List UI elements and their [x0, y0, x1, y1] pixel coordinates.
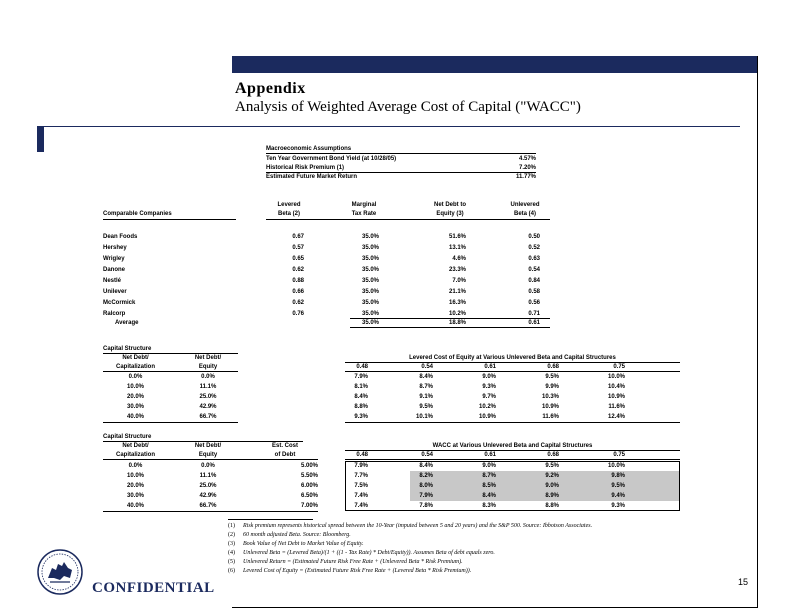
matrix-cell: 12.4%	[607, 414, 625, 420]
equity-cell: 0.0%	[201, 374, 215, 380]
beta-header: 0.75	[613, 364, 625, 370]
matrix-cell: 8.8%	[354, 404, 368, 410]
column-header: Net Debt/	[194, 443, 222, 449]
table-cell: 35.0%	[361, 234, 379, 240]
cap-cell: 0.0%	[128, 463, 143, 469]
matrix-rule	[345, 459, 680, 460]
average-rule	[350, 327, 550, 328]
average-label: Average	[115, 320, 139, 326]
cap-cell: 10.0%	[126, 384, 144, 390]
matrix-cell: 7.7%	[354, 473, 368, 479]
column-header: Capitalization	[115, 364, 155, 370]
matrix-cell: 8.5%	[482, 483, 496, 489]
beta-header: 0.48	[356, 364, 368, 370]
company-name: Unilever	[103, 289, 127, 295]
table-cell: 13.1%	[448, 245, 466, 251]
debt-cell: 5.50%	[300, 473, 318, 479]
table-cell: 0.84	[528, 278, 540, 284]
matrix-cell: 10.9%	[607, 394, 625, 400]
matrix-title: WACC at Various Unlevered Beta and Capital Structures	[432, 443, 593, 449]
macro-rule	[266, 153, 536, 154]
company-name: Dean Foods	[103, 234, 138, 240]
matrix-cell: 8.8%	[545, 503, 559, 509]
macro-value: 11.77%	[515, 174, 536, 180]
comparables-label: Comparable Companies	[103, 211, 172, 217]
table-cell: 51.6%	[448, 234, 466, 240]
column-header: Net Debt/	[194, 355, 222, 361]
cap-cell: 10.0%	[126, 473, 144, 479]
confidential-label: CONFIDENTIAL	[92, 580, 215, 596]
average-cell: 18.8%	[448, 320, 466, 326]
cap-cell: 40.0%	[126, 414, 144, 420]
matrix-cell: 8.2%	[419, 473, 433, 479]
footnote-number: (4)	[228, 550, 235, 556]
column-header: Unlevered	[510, 202, 540, 208]
header-rule	[266, 219, 550, 220]
matrix-rule	[345, 422, 680, 423]
matrix-cell: 8.4%	[482, 493, 496, 499]
matrix-cell: 10.2%	[478, 404, 496, 410]
matrix-cell: 8.7%	[419, 384, 433, 390]
table-cell: 35.0%	[361, 256, 379, 262]
company-name: Hershey	[103, 245, 127, 251]
table-cell: 4.6%	[452, 256, 466, 262]
table-cell: 0.63	[528, 256, 540, 262]
beta-header: 0.68	[547, 452, 559, 458]
matrix-cell: 9.5%	[611, 483, 625, 489]
debt-cell: 7.00%	[300, 503, 318, 509]
beta-header: 0.54	[421, 364, 433, 370]
equity-cell: 66.7%	[199, 414, 217, 420]
matrix-cell: 8.3%	[482, 503, 496, 509]
average-cell: 35.0%	[361, 320, 379, 326]
matrix-cell: 8.4%	[354, 394, 368, 400]
column-header: Capitalization	[115, 452, 155, 458]
column-header: Tax Rate	[351, 211, 377, 217]
matrix-cell: 9.9%	[545, 384, 559, 390]
beta-header: 0.68	[547, 364, 559, 370]
table-cell: 0.76	[292, 311, 304, 317]
section-heading: Capital Structure	[103, 434, 152, 440]
matrix-cell: 9.4%	[611, 493, 625, 499]
section-rule	[103, 371, 238, 372]
header-bar	[232, 56, 757, 73]
matrix-cell: 9.5%	[545, 463, 559, 469]
equity-cell: 11.1%	[199, 473, 217, 479]
matrix-cell: 10.9%	[541, 404, 559, 410]
table-cell: 0.58	[528, 289, 540, 295]
footnote-number: (1)	[228, 523, 235, 529]
cap-cell: 20.0%	[126, 483, 144, 489]
table-cell: 0.62	[292, 300, 304, 306]
matrix-cell: 9.0%	[545, 483, 559, 489]
matrix-rule	[345, 371, 680, 372]
company-name: Danone	[103, 267, 126, 273]
equity-cell: 11.1%	[199, 384, 217, 390]
table-cell: 23.3%	[448, 267, 466, 273]
matrix-cell: 8.0%	[419, 483, 433, 489]
table-cell: 0.56	[528, 300, 540, 306]
matrix-cell: 8.9%	[545, 493, 559, 499]
table-cell: 35.0%	[361, 278, 379, 284]
macro-heading: Macroeconomic Assumptions	[266, 146, 352, 152]
cap-cell: 40.0%	[126, 503, 144, 509]
column-header: Est. Cost	[271, 443, 298, 449]
matrix-cell: 10.0%	[607, 374, 625, 380]
matrix-cell: 8.4%	[419, 374, 433, 380]
matrix-rule	[345, 450, 680, 451]
column-header: Beta (2)	[277, 211, 300, 217]
table-cell: 16.3%	[448, 300, 466, 306]
matrix-cell: 9.3%	[611, 503, 625, 509]
cap-cell: 30.0%	[126, 493, 144, 499]
matrix-cell: 7.9%	[354, 374, 368, 380]
table-cell: 0.57	[292, 245, 304, 251]
matrix-cell: 8.7%	[482, 473, 496, 479]
footnote-text: 60 month adjusted Beta. Source: Bloomberg.	[243, 532, 351, 538]
macro-value: 4.57%	[518, 156, 536, 162]
equity-cell: 66.7%	[199, 503, 217, 509]
average-cell: 0.61	[528, 320, 540, 326]
table-cell: 35.0%	[361, 311, 379, 317]
page-border-bottom	[232, 607, 758, 608]
footnote-text: Unlevered Return = (Estimated Future Risk Free Rate + (Unlevered Beta * Risk Premium).	[243, 559, 463, 565]
company-name: McCormick	[103, 300, 136, 306]
table-cell: 0.71	[528, 311, 540, 317]
matrix-cell: 9.0%	[482, 463, 496, 469]
matrix-cell: 7.4%	[354, 493, 368, 499]
footnote-rule	[228, 519, 313, 520]
column-header: Equity	[198, 364, 218, 370]
column-header: Levered	[277, 202, 301, 208]
footnote-text: Levered Cost of Equity = (Estimated Future Risk Free Rate + (Levered Beta * Risk Premium)).	[243, 568, 472, 574]
footnote-text: Risk premium represents historical spread between the 10-Year (imputed between 5 and 20 years) and the S&P 500. Source: Ibbotson Associates.	[243, 523, 593, 529]
column-header: Net Debt/	[122, 443, 149, 449]
table-cell: 10.2%	[448, 311, 466, 317]
column-header: Net Debt/	[122, 355, 149, 361]
accent-block	[37, 126, 44, 152]
company-name: Wrigley	[103, 256, 125, 262]
table-cell: 0.65	[292, 256, 304, 262]
macro-value: 7.20%	[518, 165, 536, 171]
matrix-cell: 7.5%	[354, 483, 368, 489]
column-header: Marginal	[351, 202, 377, 208]
table-cell: 35.0%	[361, 267, 379, 273]
matrix-cell: 7.8%	[419, 503, 433, 509]
footnote-text: Book Value of Net Debt to Market Value of Equity.	[243, 541, 364, 547]
equity-cell: 42.9%	[199, 493, 217, 499]
header-rule	[103, 219, 236, 220]
title-rule	[44, 126, 740, 127]
company-name: Nestlé	[103, 278, 122, 284]
cap-cell: 20.0%	[126, 394, 144, 400]
matrix-cell: 7.9%	[354, 463, 368, 469]
table-cell: 0.66	[292, 289, 304, 295]
matrix-cell: 8.4%	[419, 463, 433, 469]
column-header: Equity (3)	[436, 211, 464, 217]
page-subtitle: Analysis of Weighted Average Cost of Capital ("WACC")	[235, 99, 581, 115]
column-header: Equity	[198, 452, 218, 458]
table-cell: 35.0%	[361, 245, 379, 251]
equity-cell: 25.0%	[199, 394, 217, 400]
matrix-cell: 10.0%	[607, 463, 625, 469]
table-cell: 7.0%	[452, 278, 466, 284]
company-name: Ralcorp	[103, 311, 126, 317]
table-cell: 0.88	[292, 278, 304, 284]
matrix-cell: 9.7%	[482, 394, 496, 400]
macro-label: Historical Risk Premium (1)	[266, 165, 345, 171]
matrix-cell: 9.5%	[419, 404, 433, 410]
section-rule	[103, 511, 318, 512]
page-number: 15	[738, 577, 749, 587]
matrix-cell: 10.1%	[415, 414, 433, 420]
matrix-frame	[345, 461, 680, 511]
matrix-cell: 10.3%	[541, 394, 559, 400]
equity-cell: 25.0%	[199, 483, 217, 489]
matrix-cell: 11.6%	[542, 414, 559, 420]
table-cell: 21.1%	[448, 289, 466, 295]
macro-label: Ten Year Government Bond Yield (at 10/28/05)	[266, 156, 397, 162]
beta-header: 0.48	[356, 452, 368, 458]
matrix-cell: 7.4%	[354, 503, 368, 509]
footnote-number: (6)	[228, 568, 235, 574]
beta-header: 0.61	[484, 364, 496, 370]
table-cell: 35.0%	[361, 300, 379, 306]
cap-cell: 30.0%	[126, 404, 144, 410]
matrix-cell: 9.8%	[611, 473, 625, 479]
matrix-cell: 7.9%	[419, 493, 433, 499]
table-cell: 0.52	[528, 245, 540, 251]
debt-cell: 6.50%	[300, 493, 318, 499]
macro-label: Estimated Future Market Return	[266, 174, 358, 180]
beta-header: 0.54	[421, 452, 433, 458]
equity-cell: 42.9%	[199, 404, 217, 410]
section-heading: Capital Structure	[103, 346, 152, 352]
matrix-cell: 9.5%	[545, 374, 559, 380]
cap-cell: 0.0%	[128, 374, 143, 380]
footnote-number: (3)	[228, 541, 235, 547]
column-header: Net Debt to	[434, 202, 466, 208]
matrix-rule	[345, 362, 680, 363]
footnote-text: Unlevered Beta = (Levered Beta)/(1 + ((1 - Tax Rate) * Debt/Equity)). Assumes Beta of debt equals zero.	[243, 550, 495, 556]
matrix-cell: 9.3%	[482, 384, 496, 390]
matrix-cell: 9.3%	[354, 414, 368, 420]
footnote-number: (2)	[228, 532, 235, 538]
table-cell: 0.50	[528, 234, 540, 240]
debt-cell: 5.00%	[300, 463, 318, 469]
section-rule	[103, 459, 318, 460]
matrix-cell: 10.9%	[478, 414, 496, 420]
bull-bear-logo-icon	[36, 548, 84, 596]
table-cell: 0.62	[292, 267, 304, 273]
matrix-cell: 11.6%	[608, 404, 625, 410]
table-cell: 0.54	[528, 267, 540, 273]
column-header: of Debt	[274, 452, 296, 458]
page-title: Appendix	[235, 80, 306, 97]
matrix-cell: 9.0%	[482, 374, 496, 380]
matrix-cell: 10.4%	[607, 384, 625, 390]
table-cell: 35.0%	[361, 289, 379, 295]
column-header: Beta (4)	[513, 211, 536, 217]
table-cell: 0.67	[292, 234, 304, 240]
matrix-cell: 9.1%	[419, 394, 433, 400]
matrix-title: Levered Cost of Equity at Various Unlevered Beta and Capital Structures	[409, 355, 616, 361]
equity-cell: 0.0%	[201, 463, 215, 469]
section-rule	[103, 422, 238, 423]
beta-header: 0.61	[484, 452, 496, 458]
page-border-right	[757, 56, 758, 608]
matrix-cell: 9.2%	[545, 473, 559, 479]
footnote-number: (5)	[228, 559, 235, 565]
beta-header: 0.75	[613, 452, 625, 458]
matrix-cell: 8.1%	[354, 384, 368, 390]
debt-cell: 6.00%	[300, 483, 318, 489]
